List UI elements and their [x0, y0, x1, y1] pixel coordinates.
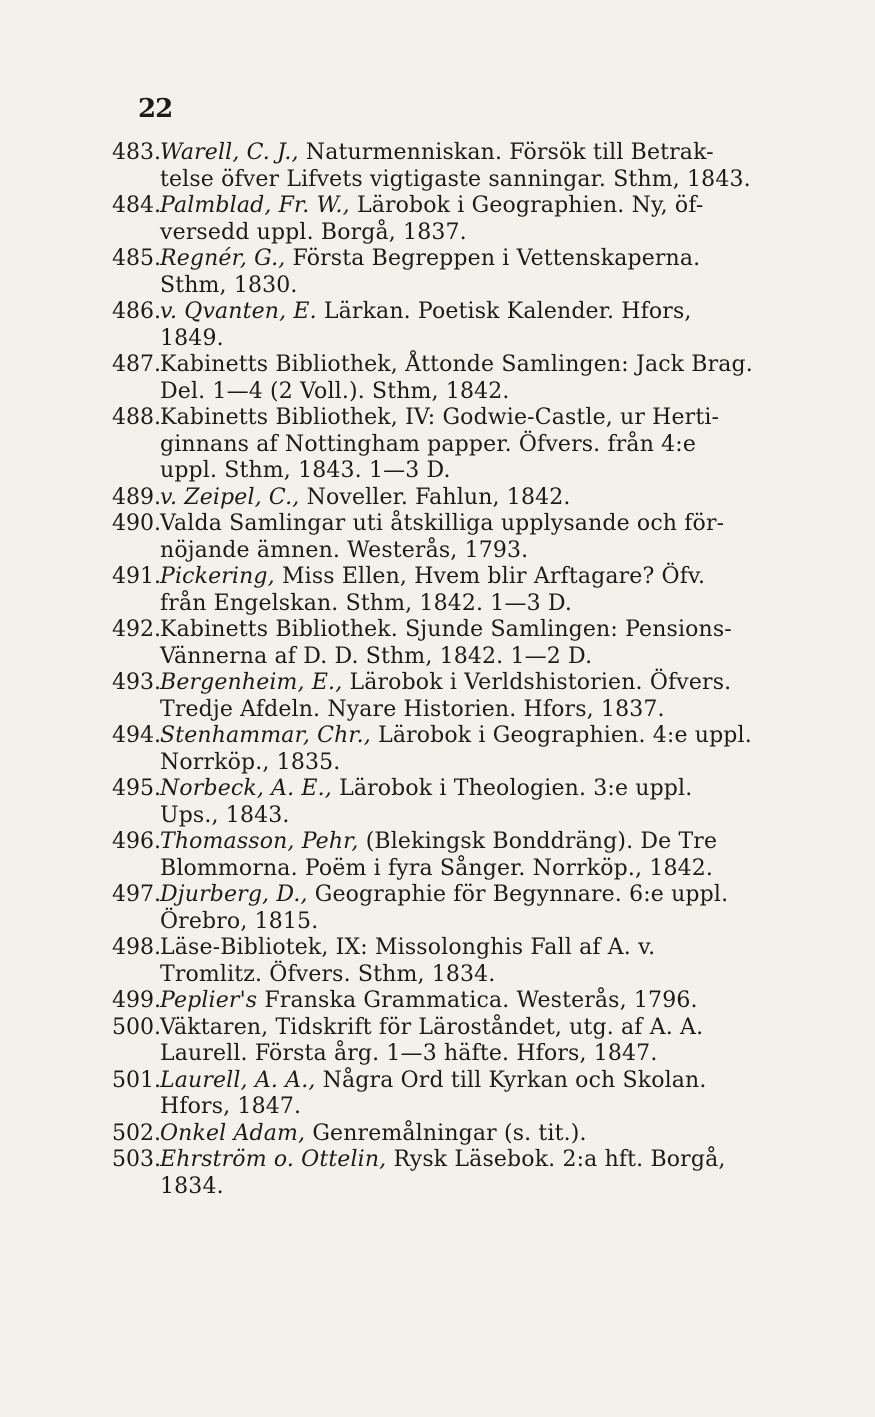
entry-text — [160, 193, 800, 246]
entry-line-text: Tredje Afdeln. Nyare Historien. Hfors, 1837. — [160, 696, 665, 722]
bibliography-entry — [112, 140, 800, 193]
entry-number: 495. — [112, 776, 161, 801]
entry-line — [160, 776, 800, 803]
entry-number: 502. — [112, 1120, 161, 1146]
entry-line-text: Geographie för Begynnare. 6:e uppl. — [307, 882, 729, 907]
entry-line-text: (Blekingsk Bonddräng). De Tre — [358, 829, 718, 854]
entry-number: 500. — [112, 1014, 161, 1040]
entry-line — [160, 167, 800, 194]
entry-author: Laurell, A. A., — [160, 1067, 316, 1093]
entry-line — [160, 538, 800, 565]
entry-line — [160, 670, 800, 697]
bibliography-entry — [112, 193, 800, 246]
bibliography-entry — [112, 1014, 800, 1068]
bibliography-entry — [112, 1120, 800, 1148]
entry-text — [160, 829, 800, 882]
entry-line — [160, 617, 800, 644]
entry-number: 496. — [112, 829, 161, 854]
entry-number: 494. — [112, 723, 161, 748]
entry-text — [160, 140, 800, 193]
entry-line — [160, 1068, 800, 1095]
entry-line — [160, 432, 800, 459]
entry-text — [160, 485, 800, 512]
entry-author: Stenhammar, Chr., — [160, 723, 371, 748]
bibliography-entry — [112, 511, 800, 564]
entry-author: Regnér, G., — [160, 246, 286, 271]
entry-line — [160, 988, 800, 1015]
entry-text — [160, 1068, 800, 1121]
entry-text — [160, 352, 800, 405]
entry-line — [160, 1121, 800, 1148]
entry-line — [160, 591, 800, 618]
entry-line — [160, 299, 800, 326]
entry-line-text: Lärobok i Theologien. 3:e uppl. — [331, 776, 693, 801]
entry-number: 483. — [112, 140, 161, 165]
entry-number: 498. — [112, 935, 161, 960]
entry-line-text: Väktaren, Tidskrift för Läroståndet, utg. af A. A. — [160, 1014, 704, 1040]
entry-line-text: Lärobok i Verldshistorien. Öfvers. — [342, 670, 732, 695]
entry-line — [160, 246, 800, 273]
entry-line-text: Rysk Läsebok. 2:a hft. Borgå, — [386, 1147, 726, 1172]
entry-line-text: uppl. Sthm, 1843. 1—3 D. — [160, 458, 451, 483]
entry-line-text: Läse-Bibliotek, IX: Missolonghis Fall af A. v. — [160, 935, 656, 960]
bibliography-entry — [112, 352, 800, 405]
entry-text — [160, 776, 800, 829]
entry-text — [160, 1147, 800, 1200]
entry-line — [160, 1174, 800, 1201]
entry-line — [160, 511, 800, 538]
entry-line-text: Lärobok i Geographien. Ny, öf- — [349, 193, 704, 218]
entry-author: Onkel Adam, — [160, 1120, 306, 1146]
bibliography-entry — [112, 1147, 800, 1200]
entry-line — [160, 935, 800, 962]
entry-text — [160, 617, 800, 670]
entry-number: 492. — [112, 617, 161, 642]
entry-line-text: Genremålningar (s. tit.). — [305, 1120, 587, 1146]
entry-text — [160, 299, 800, 352]
entry-line-text: 1849. — [160, 325, 224, 351]
entry-number: 485. — [112, 246, 161, 271]
entry-number: 490. — [112, 511, 161, 536]
entry-text — [160, 1121, 800, 1148]
entry-line-text: Sthm, 1830. — [160, 272, 298, 298]
bibliography-entry — [112, 776, 800, 829]
entry-text — [160, 882, 800, 935]
entry-author: Palmblad, Fr. W., — [160, 193, 350, 218]
entry-line-text: versedd uppl. Borgå, 1837. — [160, 219, 467, 245]
entry-line-text: Laurell. Första årg. 1—3 häfte. Hfors, 1847. — [160, 1041, 658, 1066]
entry-author: Bergenheim, E., — [160, 670, 343, 695]
entry-number: 489. — [112, 484, 161, 510]
entry-line — [160, 220, 800, 247]
entry-line — [160, 750, 800, 777]
entry-line — [160, 829, 800, 856]
entry-author: Warell, C. J., — [160, 140, 299, 165]
entry-line-text: Norrköp., 1835. — [160, 749, 341, 775]
entry-line — [160, 1094, 800, 1121]
entry-text — [160, 405, 800, 485]
entry-line — [160, 485, 800, 512]
entry-line — [160, 962, 800, 989]
bibliography-entry — [112, 935, 800, 988]
entry-line-text: Kabinetts Bibliothek, Åttonde Samlingen: Jack Brag. — [160, 352, 753, 377]
bibliography-entry — [112, 617, 800, 670]
entry-line — [160, 909, 800, 936]
entry-number: 488. — [112, 405, 161, 430]
entry-line — [160, 273, 800, 300]
bibliography-entry — [112, 723, 800, 776]
entry-line-text: ginnans af Nottingham papper. Öfvers. från 4:e — [160, 431, 697, 457]
entry-line-text: telse öfver Lifvets vigtigaste sanningar. Sthm, 1843. — [160, 166, 751, 192]
entry-number: 503. — [112, 1147, 161, 1172]
entry-text — [160, 511, 800, 564]
bibliography-entry — [112, 564, 800, 617]
bibliography-entry — [112, 299, 800, 352]
entry-line-text: Några Ord till Kyrkan och Skolan. — [315, 1067, 707, 1093]
entry-line-text: Noveller. Fahlun, 1842. — [299, 484, 571, 510]
entry-author: Peplier's — [160, 988, 258, 1013]
entry-text — [160, 670, 800, 723]
entry-line-text: nöjande ämnen. Westerås, 1793. — [160, 537, 529, 563]
entry-author: Thomasson, Pehr, — [160, 829, 359, 854]
entry-line-text: Kabinetts Bibliothek, IV: Godwie-Castle, ur Herti- — [160, 405, 720, 430]
entry-line-text: Örebro, 1815. — [160, 908, 319, 934]
entry-author: v. Qvanten, E. — [160, 299, 317, 324]
entry-line — [160, 723, 800, 750]
entry-number: 499. — [112, 988, 161, 1013]
bibliography-entry — [112, 1067, 800, 1121]
entry-line-text: Valda Samlingar uti åtskilliga upplysande och för- — [160, 511, 725, 536]
bibliography-entry — [112, 246, 800, 299]
entry-line — [160, 856, 800, 883]
entry-number: 484. — [112, 193, 161, 218]
entry-line — [160, 352, 800, 379]
entry-line — [160, 193, 800, 220]
bibliography-entry — [112, 829, 800, 882]
entry-number: 486. — [112, 299, 161, 324]
entry-line-text: Lärobok i Geographien. 4:e uppl. — [370, 723, 752, 748]
entry-text — [160, 935, 800, 988]
bibliography-entry — [112, 670, 800, 723]
entry-line-text: Del. 1—4 (2 Voll.). Sthm, 1842. — [160, 378, 510, 404]
bibliography-list — [112, 140, 800, 1200]
page-number: 22 — [138, 94, 173, 124]
entry-number: 491. — [112, 564, 161, 589]
entry-line-text: Tromlitz. Öfvers. Sthm, 1834. — [160, 961, 496, 987]
bibliography-entry — [112, 484, 800, 512]
entry-line — [160, 1147, 800, 1174]
entry-line — [160, 140, 800, 167]
entry-author: Norbeck, A. E., — [160, 776, 332, 801]
entry-line-text: Miss Ellen, Hvem blir Arftagare? Öfv. — [274, 564, 706, 589]
entry-line-text: Franska Grammatica. Westerås, 1796. — [257, 988, 698, 1013]
entry-author: Ehrström o. Ottelin, — [160, 1147, 387, 1172]
entry-text — [160, 723, 800, 776]
entry-line — [160, 697, 800, 724]
entry-line-text: från Engelskan. Sthm, 1842. 1—3 D. — [160, 590, 573, 616]
entry-line-text: Ups., 1843. — [160, 802, 290, 828]
entry-line — [160, 379, 800, 406]
entry-author: Pickering, — [160, 564, 275, 589]
bibliography-entry — [112, 882, 800, 935]
entry-line-text: Kabinetts Bibliothek. Sjunde Samlingen: Pensions- — [160, 617, 732, 642]
entry-text — [160, 1015, 800, 1068]
entry-number: 487. — [112, 352, 161, 377]
entry-line-text: 1834. — [160, 1173, 224, 1199]
entry-number: 501. — [112, 1067, 161, 1093]
entry-text — [160, 246, 800, 299]
entry-number: 497. — [112, 882, 161, 907]
entry-line — [160, 1015, 800, 1042]
entry-line — [160, 564, 800, 591]
entry-text — [160, 564, 800, 617]
entry-line — [160, 458, 800, 485]
entry-line-text: Naturmenniskan. Försök till Betrak- — [298, 140, 714, 165]
entry-line — [160, 803, 800, 830]
entry-author: Djurberg, D., — [160, 882, 308, 907]
entry-line — [160, 405, 800, 432]
entry-line-text: Vännerna af D. D. Sthm, 1842. 1—2 D. — [160, 643, 593, 669]
entry-line — [160, 882, 800, 909]
entry-number: 493. — [112, 670, 161, 695]
bibliography-entry — [112, 988, 800, 1015]
entry-line-text: Lärkan. Poetisk Kalender. Hfors, — [316, 299, 692, 324]
entry-line — [160, 326, 800, 353]
entry-line-text: Blommorna. Poëm i fyra Sånger. Norrköp., 1842. — [160, 855, 714, 881]
entry-line — [160, 644, 800, 671]
bibliography-entry — [112, 405, 800, 485]
entry-line-text: Första Begreppen i Vettenskaperna. — [285, 246, 701, 271]
entry-text — [160, 988, 800, 1015]
entry-author: v. Zeipel, C., — [160, 484, 300, 510]
entry-line-text: Hfors, 1847. — [160, 1094, 302, 1119]
entry-line — [160, 1041, 800, 1068]
